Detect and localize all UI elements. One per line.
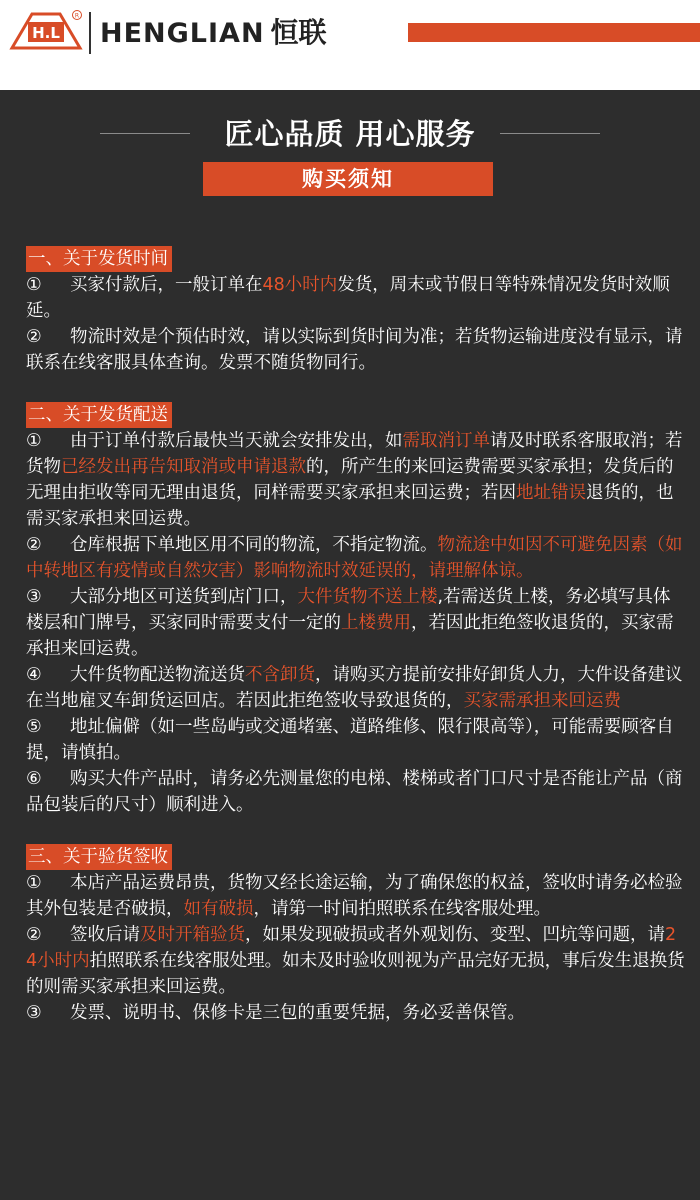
- item-text: 本店产品运费昂贵，货物又经长途运输，为了确保您的权益，签收时请务必检验其外包装是否破损，: [26, 873, 683, 919]
- item-text: 发货，周末或节假日等特殊情况发货时效顺延。: [26, 275, 670, 321]
- brand-name-en: HENGLIAN: [100, 18, 265, 49]
- notice-item: [26, 662, 686, 714]
- notice-item: [26, 532, 686, 584]
- notice-item: [26, 1000, 686, 1026]
- item-number: ③: [26, 1003, 42, 1023]
- section-heading: 三、关于验货签收: [26, 844, 172, 870]
- brand-name: [100, 12, 327, 54]
- notice-item: [26, 766, 686, 818]
- brand-name-cn: 恒联: [270, 16, 327, 49]
- notice-section: [26, 402, 686, 818]
- item-text: 的，所产生的来回运费需要买家承担；发货后的无理由拒收等同无理由退货，同样需要买家承担来回运费；若因: [26, 457, 674, 503]
- svg-text:H.L: H.L: [32, 24, 60, 42]
- item-text: 退货的，也需买家承担来回运费。: [26, 483, 674, 529]
- item-text: 买家付款后，一般订单在: [70, 275, 263, 295]
- item-text: 地址偏僻（如一些岛屿或交通堵塞、道路维修、限行限高等），可能需要顾客自提，请慎拍。: [26, 717, 674, 763]
- slogan-text: 匠心品质 用心服务: [224, 117, 476, 151]
- item-text: ，请购买方提前安排好卸货人力，大件设备建议在当地雇叉车卸货运回店。若因此拒绝签收导致退货的，: [26, 665, 683, 711]
- notice-section: [26, 246, 686, 376]
- notice-title: 购买须知: [203, 162, 493, 196]
- item-text: ,若需送货上楼，务必填写具体楼层和门牌号，买家同时需要支付一定的: [26, 587, 671, 633]
- section-heading: 二、关于发货配送: [26, 402, 172, 428]
- highlighted-text: 如有破损: [183, 899, 254, 919]
- notice-item: [26, 272, 686, 324]
- highlighted-text: 地址错误: [516, 483, 586, 503]
- item-text: 由于订单付款后最快当天就会安排发出，如: [70, 431, 403, 451]
- item-text: 发票、说明书、保修卡是三包的重要凭据，务必妥善保管。: [70, 1003, 525, 1023]
- item-number: ②: [26, 327, 42, 347]
- logo-divider: [89, 12, 91, 54]
- item-text: 仓库根据下单地区用不同的物流，不指定物流。: [70, 535, 438, 555]
- notice-item: [26, 870, 686, 922]
- highlighted-text: 已经发出再告知取消或申请退款: [61, 457, 306, 477]
- notice-item: [26, 428, 686, 532]
- notice-item: [26, 584, 686, 662]
- item-number: ①: [26, 873, 42, 893]
- highlighted-text: 及时开箱验货: [140, 925, 245, 945]
- highlighted-text: 物流途中如因不可避免因素（如中转地区有疫情或自然灾害）影响物流时效延误的，请理解体谅。: [26, 535, 683, 581]
- highlighted-text: 买家需承担来回运费: [463, 691, 621, 711]
- item-text: ，请第一时间拍照联系在线客服处理。: [253, 899, 551, 919]
- item-number: ④: [26, 665, 42, 685]
- henglian-logo-icon: [8, 8, 84, 54]
- item-text: 大部分地区可送货到店门口，: [70, 587, 298, 607]
- item-number: ①: [26, 275, 42, 295]
- item-text: 购买大件产品时，请务必先测量您的电梯、楼梯或者门口尺寸是否能让产品（商品包装后的尺寸）顺利进入。: [26, 769, 683, 815]
- highlighted-text: 48小时内: [262, 275, 338, 295]
- svg-text:R: R: [74, 12, 80, 20]
- item-text: 签收后请: [70, 925, 140, 945]
- purchase-notice-panel: [0, 90, 700, 1200]
- section-heading: 一、关于发货时间: [26, 246, 172, 272]
- notice-item: [26, 922, 686, 1000]
- item-number: ①: [26, 431, 42, 451]
- highlighted-text: 大件货物不送上楼: [297, 587, 438, 607]
- highlighted-text: 上楼费用: [341, 613, 411, 633]
- highlighted-text: 不含卸货: [245, 665, 315, 685]
- item-number: ②: [26, 535, 42, 555]
- highlighted-text: 需取消订单: [402, 431, 490, 451]
- notice-section: [26, 844, 686, 1026]
- slogan-row: [0, 112, 700, 156]
- item-text: 拍照联系在线客服处理。如未及时验收则视为产品完好无损，事后发生退换货的则需买家承担来回运费。: [26, 951, 685, 997]
- item-text: ，若因此拒绝签收退货的，买家需承担来回运费。: [26, 613, 674, 659]
- item-text: 大件货物配送物流送货: [70, 665, 245, 685]
- header-accent-bar: [408, 23, 700, 42]
- item-number: ⑥: [26, 769, 42, 789]
- item-text: 物流时效是个预估时效，请以实际到货时间为准；若货物运输进度没有显示，请联系在线客服具体查询。发票不随货物同行。: [26, 327, 683, 373]
- highlighted-text: 24小时内: [26, 925, 677, 971]
- brand-header: [0, 0, 700, 90]
- item-number: ②: [26, 925, 42, 945]
- item-text: 请及时联系客服取消；若货物: [26, 431, 683, 477]
- item-number: ⑤: [26, 717, 42, 737]
- notice-content: [26, 246, 686, 1026]
- item-text: ，如果发现破损或者外观划伤、变型、凹坑等问题，请: [245, 925, 665, 945]
- item-number: ③: [26, 587, 42, 607]
- notice-item: [26, 324, 686, 376]
- notice-item: [26, 714, 686, 766]
